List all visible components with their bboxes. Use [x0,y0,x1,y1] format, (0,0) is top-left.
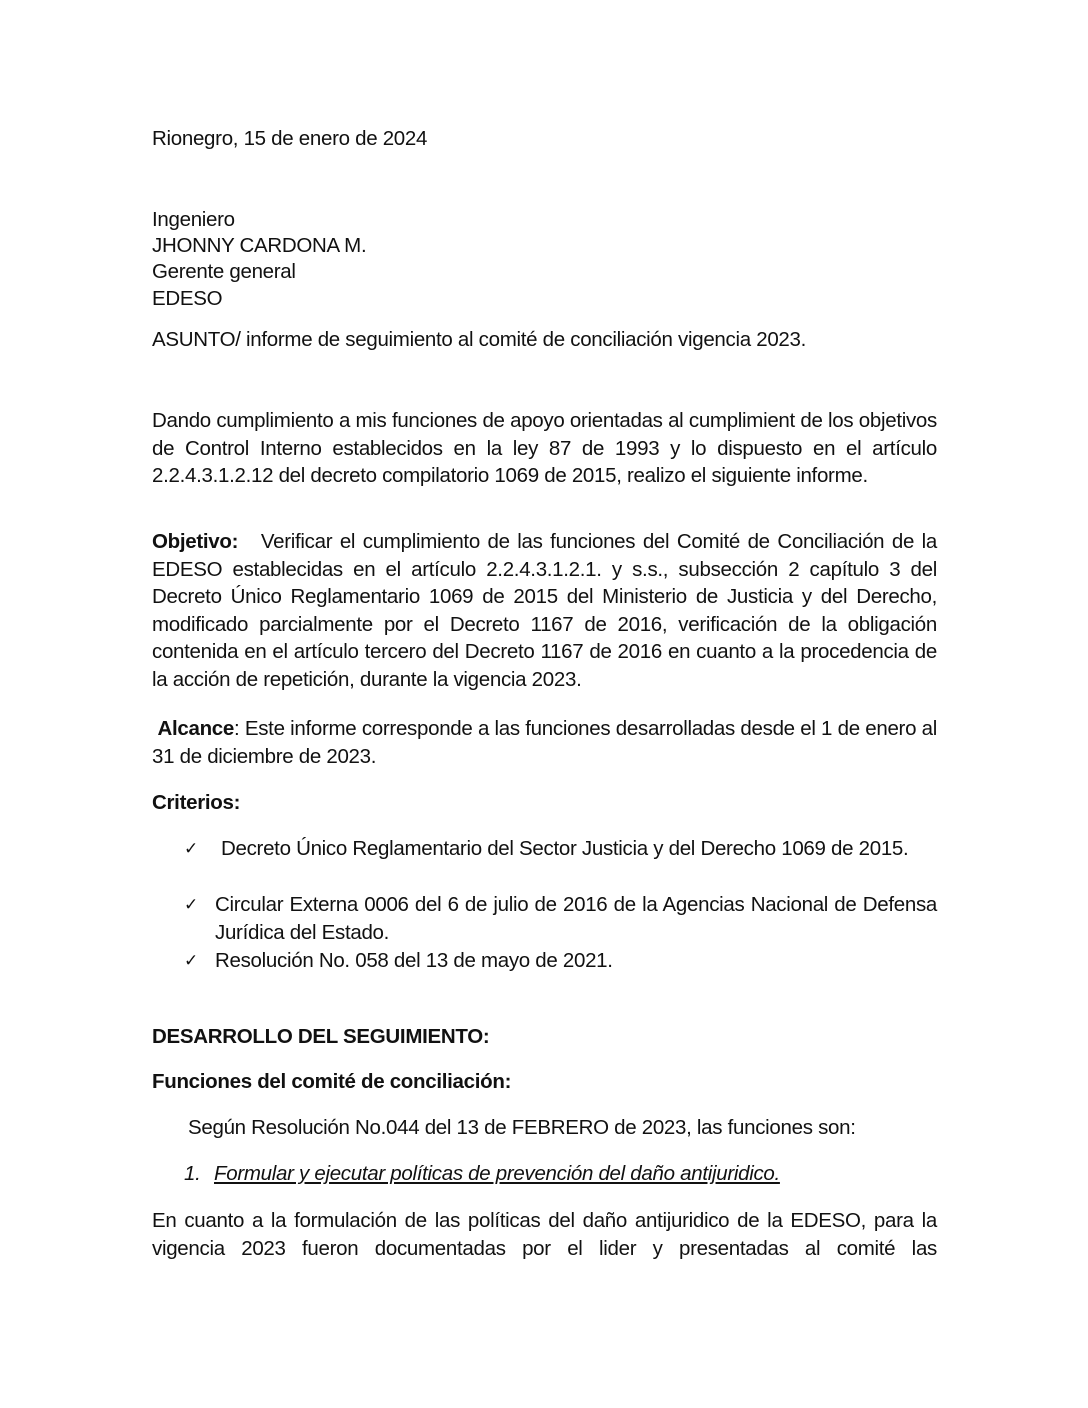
objective-paragraph [152,528,937,694]
function-number: 1. [184,1162,201,1185]
criteria-heading: Criterios: [152,791,241,814]
criteria-item [184,835,937,891]
subject-line: ASUNTO/ informe de seguimiento al comité de conciliación vigencia 2023. [152,328,807,351]
resolution-intro: Según Resolución No.044 del 13 de FEBRERO de 2023, las funciones son: [188,1116,856,1139]
criteria-item-text: Decreto Único Reglamentario del Sector Justicia y del Derecho 1069 de 2015. [221,837,909,860]
functions-subheading: Funciones del comité de conciliación: [152,1070,512,1093]
scope-label: Alcance [157,717,234,740]
closing-paragraph: En cuanto a la formulación de las políticas del daño antijuridico de la EDESO, para la vigencia 2023 fueron documentadas por el lider y presentadas al comité las [152,1209,937,1260]
criteria-item [184,891,937,947]
function-item [184,1161,780,1187]
criteria-item [184,947,937,975]
objective-label: Objetivo: [152,530,239,553]
recipient-name: JHONNY CARDONA M. [152,234,367,257]
objective-text: Verificar el cumplimiento de las funciones del Comité de Conciliación de la EDESO establecidas en el artículo 2.2.4.3.1.2.1. y s.s., subsección 2 capítulo 3 del Decreto Único Reglamentario 1069 de 2015 del Ministerio de Justicia y del Derecho, modificado parcialmente por el Decreto 1167 de 2016, verificación de la obligación contenida en el artículo tercero del Decreto 1167 de 2016 en cuanto a la procedencia de la acción de repetición, durante la vigencia 2023. [152,530,937,691]
criteria-item-text: Resolución No. 058 del 13 de mayo de 2021. [215,949,613,972]
criteria-item-text: Circular Externa 0006 del 6 de julio de 2016 de la Agencias Nacional de Defensa Jurídica del Estado. [215,893,937,944]
recipient-company: EDESO [152,287,223,310]
check-icon: ✓ [184,895,198,914]
recipient-position: Gerente general [152,260,296,283]
scope-text: : Este informe corresponde a las funciones desarrolladas desde el 1 de enero al 31 de diciembre de 2023. [152,717,937,768]
scope-paragraph [152,715,937,770]
development-heading: DESARROLLO DEL SEGUIMIENTO: [152,1025,490,1048]
check-icon: ✓ [184,951,198,970]
intro-paragraph: Dando cumplimiento a mis funciones de apoyo orientadas al cumplimient de los objetivos de Control Interno establecidos en la ley 87 de 1993 y lo dispuesto en el artículo 2.2.4.3.1.2.12 del decreto compilatorio 1069 de 2015, realizo el siguiente informe. [152,409,937,488]
function-text: Formular y ejecutar políticas de prevención del daño antijuridico. [214,1162,780,1185]
check-icon: ✓ [184,839,198,858]
recipient-title: Ingeniero [152,208,235,231]
place-date: Rionegro, 15 de enero de 2024 [152,127,428,150]
